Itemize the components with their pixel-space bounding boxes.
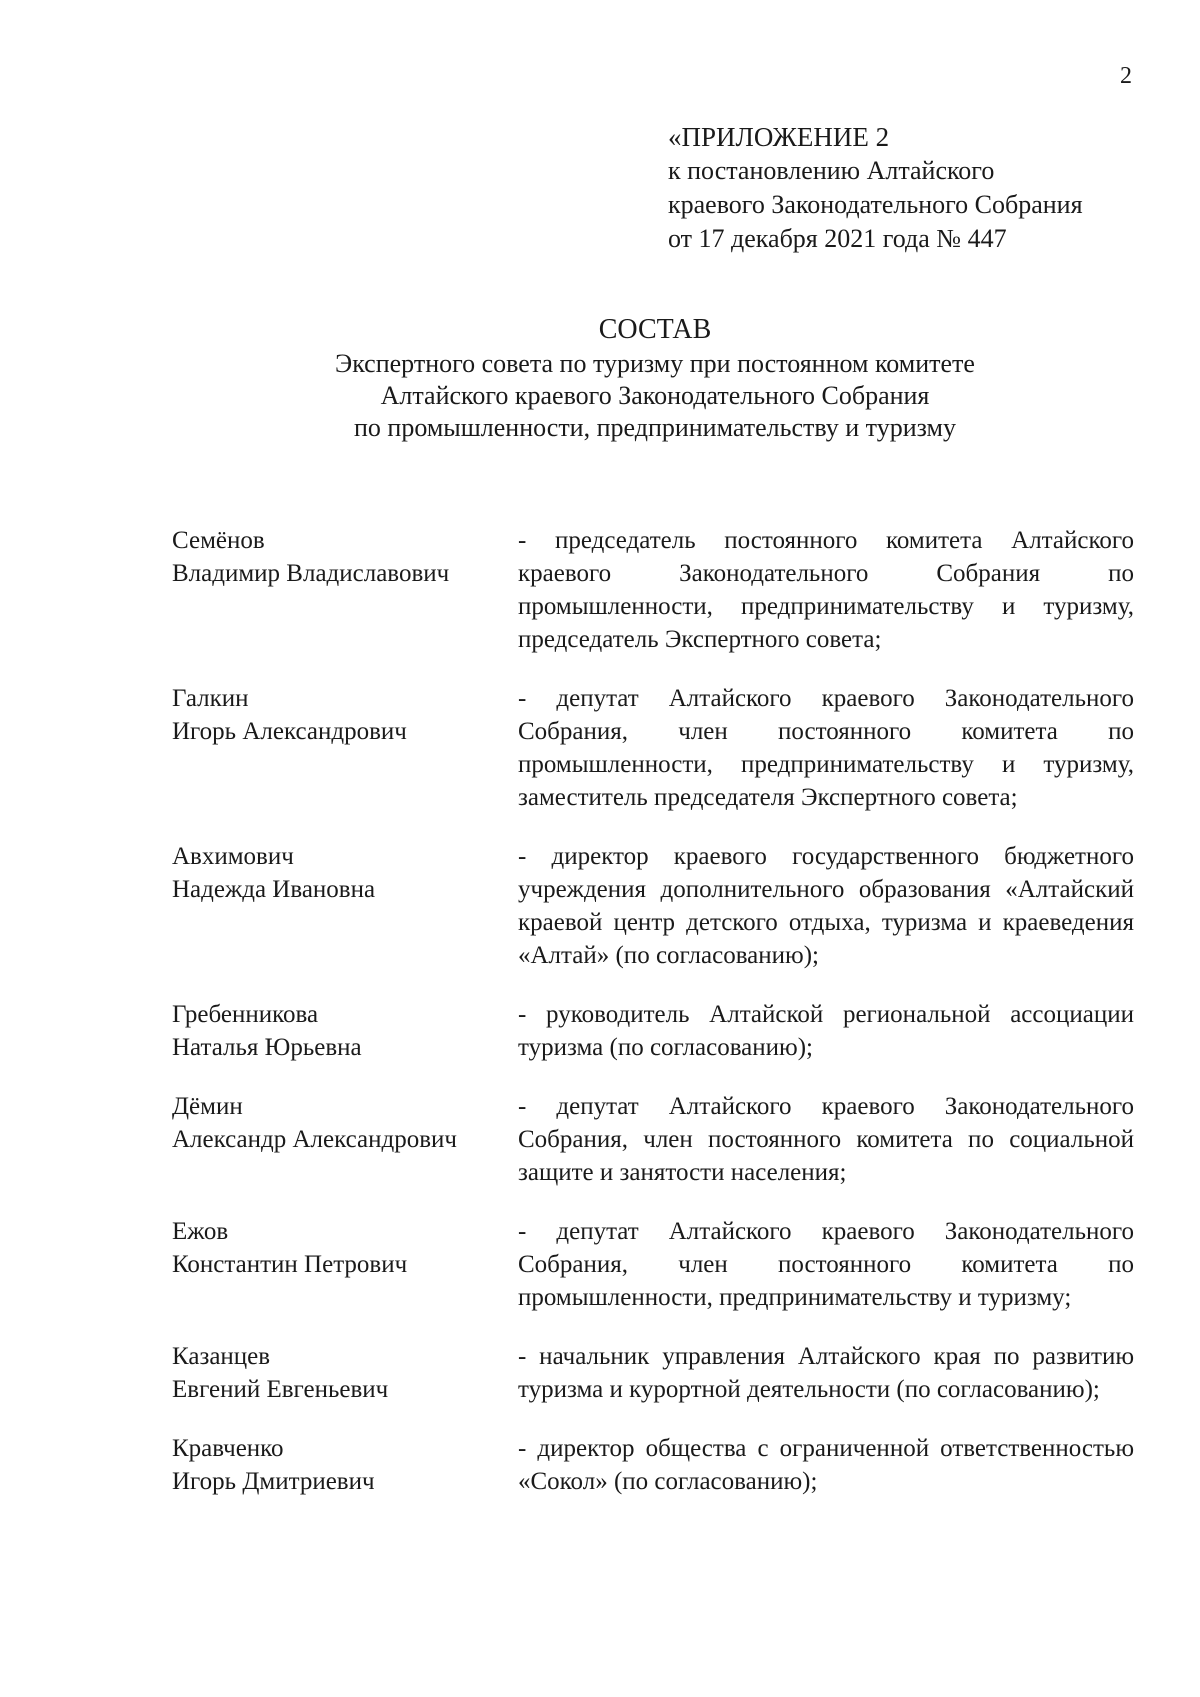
- member-surname: Дёмин: [172, 1093, 243, 1120]
- document-heading: [0, 312, 1200, 444]
- annex-line: краевого Законодательного Собрания: [668, 190, 1083, 219]
- member-given-names: Игорь Александрович: [172, 718, 407, 745]
- member-surname: Гребенникова: [172, 1001, 319, 1028]
- heading-subtitle-line: Алтайского краевого Законодательного Собрания: [380, 381, 930, 410]
- member-role: - депутат Алтайского краевого Законодательного Собрания, член постоянного комитета по социальной защите и занятости населения;: [518, 1093, 1134, 1186]
- member-given-names: Александр Александрович: [172, 1126, 457, 1153]
- member-given-names: Надежда Ивановна: [172, 876, 376, 903]
- member-entry: [172, 1215, 1134, 1314]
- member-surname: Галкин: [172, 685, 249, 712]
- annex-line: от 17 декабря 2021 года № 447: [668, 224, 1007, 253]
- member-entry: [172, 1432, 1134, 1498]
- member-given-names: Наталья Юрьевна: [172, 1034, 362, 1061]
- member-entry: [172, 998, 1134, 1064]
- member-given-names: Евгений Евгеньевич: [172, 1376, 389, 1403]
- members-list: [172, 524, 1134, 1524]
- member-role: - руководитель Алтайской региональной ассоциации туризма (по согласованию);: [518, 1001, 1134, 1061]
- member-entry: [172, 1340, 1134, 1406]
- annex-title: «ПРИЛОЖЕНИЕ 2: [668, 122, 890, 152]
- member-name: [172, 1432, 518, 1498]
- member-entry: [172, 840, 1134, 972]
- heading-title: СОСТАВ: [598, 314, 712, 345]
- member-surname: Казанцев: [172, 1343, 271, 1370]
- heading-subtitle-line: по промышленности, предпринимательству и туризму: [354, 413, 956, 442]
- page-number: 2: [1120, 63, 1132, 89]
- member-name: [172, 1215, 518, 1314]
- member-role: - председатель постоянного комитета Алтайского краевого Законодательного Собрания по промышленности, предпринимательству и туризму, председатель Экспертного совета;: [518, 527, 1134, 653]
- member-entry: [172, 1090, 1134, 1189]
- member-name: [172, 840, 518, 972]
- annex-header: [668, 120, 1148, 256]
- member-surname: Кравченко: [172, 1435, 284, 1462]
- member-role: - директор общества с ограниченной ответственностью «Сокол» (по согласованию);: [518, 1435, 1134, 1495]
- member-entry: [172, 524, 1134, 656]
- member-role: - директор краевого государственного бюджетного учреждения дополнительного образования «Алтайский краевой центр детского отдыха, туризма и краеведения «Алтай» (по согласованию);: [518, 843, 1134, 969]
- member-name: [172, 524, 518, 656]
- member-entry: [172, 682, 1134, 814]
- annex-line: к постановлению Алтайского: [668, 156, 995, 185]
- member-name: [172, 998, 518, 1064]
- member-name: [172, 1090, 518, 1189]
- member-surname: Ежов: [172, 1218, 229, 1245]
- member-role: - депутат Алтайского краевого Законодательного Собрания, член постоянного комитета по промышленности, предпринимательству и туризму;: [518, 1218, 1134, 1311]
- member-given-names: Владимир Владиславович: [172, 560, 450, 587]
- member-given-names: Константин Петрович: [172, 1251, 408, 1278]
- heading-subtitle-line: Экспертного совета по туризму при постоянном комитете: [335, 349, 975, 378]
- member-surname: Семёнов: [172, 527, 265, 554]
- member-surname: Авхимович: [172, 843, 294, 870]
- member-name: [172, 1340, 518, 1406]
- member-name: [172, 682, 518, 814]
- member-role: - начальник управления Алтайского края по развитию туризма и курортной деятельности (по согласованию);: [518, 1343, 1134, 1403]
- member-role: - депутат Алтайского краевого Законодательного Собрания, член постоянного комитета по промышленности, предпринимательству и туризму, заместитель председателя Экспертного совета;: [518, 685, 1134, 811]
- member-given-names: Игорь Дмитриевич: [172, 1468, 375, 1495]
